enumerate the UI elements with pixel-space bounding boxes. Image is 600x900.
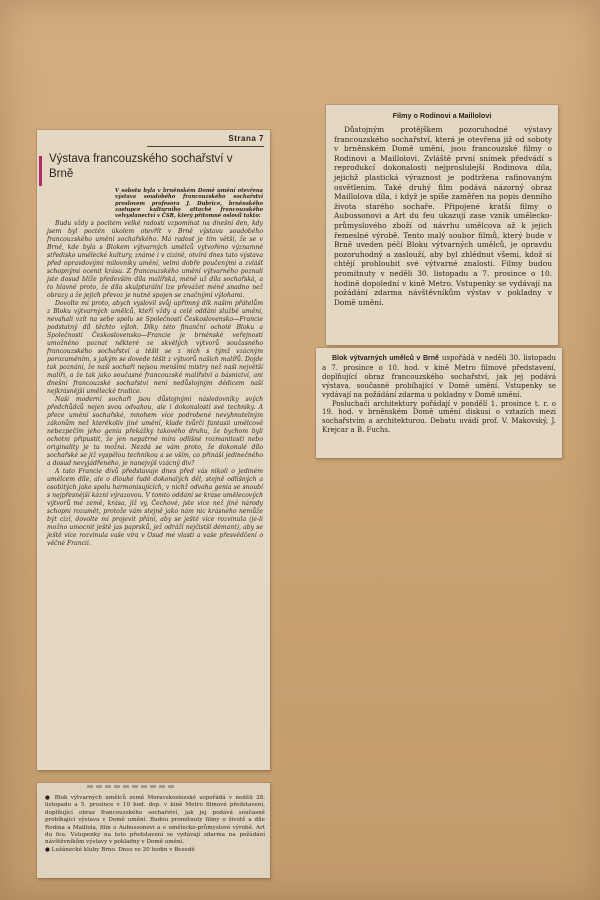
article-paragraph: Dovolte mi proto, abych vyslovil svůj upřímný dík našim přátelům z Bloku výtvarných umělců, kteří vždy a celé oddáni službě umění, nevahali vzít na sebe spolu se Společností Československo—Francie podstatný díl těchto výloh. Díky této finanční ochotě Bloku a Společnosti Československo—Francie je brněnské veřejnosti umožněno poznat některé ze skvělých výtvorů současného francouzského sochařství a těšit se z nich s týmž vzácným porozuměním, s jakým se dovede těšit z výtvorů našich malířů. Dojde tak poznání, že naši sochaři nejsou menšími mistry než naši největší malíři, a že tak jako současné francouzské malířství a básnictví, ani dnešní francouzské sochařství není nedůstojným dědicem naší nejkrásnější umělecké tradice.: [47, 300, 263, 395]
article-paragraph: Naši moderní sochaři jsou důstojnými následovníky svých předchůdců nejen svou odvahou, ale i dokonalostí své techniky. A přece umění sochařské, mnohem více podrobené nevyhnutelným zákonům než kterékoliv jiné umění, klade tvůrčí fantasii umělcově nebezpečím jeho genia překážky takového druhu, že bychom byli ochotni připustit, že jen nepatrné míra odlišné rozmanitosti nebo originality je tu možná. Nezdá se vám proto, že dokonalé dílo sochařské se již vyspělou technikou a se vším, co přináší jedinečného a dosud nevyjádřeného, je nanejvýš vzácný div?: [47, 396, 263, 467]
article-body: [47, 220, 263, 548]
clipping-exhibition-article: [37, 130, 270, 770]
notice-trailing-text: ● Lužánecké kluby Brno. Dnes ve 20 hodin v Besedě: [45, 846, 195, 853]
block-notice-paragraph: [322, 354, 556, 400]
films-title: Filmy o Rodinovi a Maillolovi: [392, 111, 492, 120]
header-rule: [147, 146, 264, 147]
notice-text: ● Blok výtvarných umělců země Moravskoslezské uspořádá v neděli 28. listopadu a 5. prosince v 10 hod. dop. v kině Metro filmové představení, doplňující obraz francouzského sochařství, jak jej podává současně probíhající výstava v Domě umění. Budou promítnuty filmy o životě a díle Rodina a Maillola, film o Aubussonovi a o umělecko-průmyslové výrobě. Art du feu. Vstupenky na toto představení se vydávají zdarma na požádání návštěvníkům výstavy v pokladny v Domě umění.: [45, 795, 265, 846]
films-body: [334, 125, 552, 307]
block-notice-body: [322, 354, 556, 435]
block-notice-paragraph: Posluchači architektury pořádají v pondělí 1. prosince t. r. o 19. hod. v brněnském Domě umění diskusi o vztazích mezi sochařstvím a architekturou. Debatu uvádí prof. V. Makovský, J. Krejcar a B. Fuchs.: [322, 399, 556, 435]
block-notice-lead: Blok výtvarných umělců v Brně: [332, 355, 439, 362]
clipping-film-notice: [37, 783, 270, 878]
films-paragraph: Důstojným protějškem pozoruhodné výstavy francouzského sochařství, která je otevřena již od soboty v brněnském Domě umění, jsou francouzské filmy o Rodinovi a Maillolovi. Zvláště první snímek předvádí s reprodukcí dokonalosti nejproslulejší Rodinova díla, jejichž plastická výraznost je podtržena rafinovaným osvětlením. Také druhý film podává názorný obraz Maillolova díla, i když je spíše zaměřen na popis denního života starého sochaře. Připojené kratší filmy o Aubussonovi a Art du feu ukazují zase vznik umělecko-průmyslového zboží od návrhu umělcova až k jejich řemeslné výrobě. Tento malý soubor filmů, který bude v Brně uveden péčí Bloku výtvarných umělců, je opravdu pozoruhodný a zaslouží, aby byl zhlédnut všemi, kdož si chtějí prohloubit své výtvarné znalosti. Filmy budou promítnuty v neděli 30. listopadu a 7. prosince o 10. hodině dopolední v kině Metro. Vstupenky se vydávají na požádání zdarma návštěvníkům výstav v pokladny v Domě umění.: [334, 125, 552, 307]
clipping-films-article: [326, 105, 558, 345]
clipping-block-notice: [316, 348, 562, 458]
block-notice-text: uspořádá v neděli 30. listopadu a 7. prosince o 10. hod. v kině Metro filmové představení, doplňující obraz francouzského sochařství, jak jej podává výstava, současně probíhající v Domě umění. Vstupenky se vydávají na požádání zdarma u pokladny v Domě umění.: [322, 354, 556, 399]
title-marker-bar: [39, 156, 42, 186]
article-title: Výstava francouzského sochařství v Brně: [49, 153, 233, 180]
article-paragraph: Budu vždy s pocitem velké radosti vzpomínat na dnešní den, kdy jsem byl poctěn úkolem otevřít v Brně výstavu soudobého francouzského umění sochařského. Má radost je tím větší, že se v Brně, kde byla s Blokem výtvarných umělců vytvořeno významné středisko umělecké kultury, známé i v cizině, otvírá dnes tato výstava před opravdovými milovníky umění, velmi dobře poučenými a zvlášť schopnými ocenit krásu. Z francouzského umění výtvarného poznali jste dosud blíže především díla malířská, méně už díla sochařská, a to hlavně proto, že díla skulpturální lze převážet méně snadno než obrazy a že jejich převoz je nutně spojen se značnými výlohami.: [47, 220, 263, 299]
article-subtitle: V sobotu byla v brněnském Domě umění otevřena výstava soudobého francouzského sochařství proslovem profesora J. Dubrice, brněnského zastupce kulturního attaché francouzského velvyslanectví v ČSR, který přítomné oslovil takto:: [115, 188, 263, 220]
article-paragraph: A tato Francie divů představuje dnes před vás nikoli o jediném umělcem díle, ale o dlouhé řadě dokonalých děl, stejně odlišných a osobitých jako spolu harmonisujících, v nichž odvaha genia se snoubí s nejpřesnější kázní výrazovou. V tomto oddání se kráse umělecových výtvorů mé země, krása, jíž vy, Čechové, jste více než jiné národy schopni rozumět, protože vám stejně jako nám nic krásného nemůže být cizí, dovolte mi projevit přání, aby se ještě více rozvinula (je-li možno umocnit ještě jas paprsků, jež odráží nejčistší démant), aby se ještě více rozvinula vaše víra v Osud mé vlasti a vaše přesvědčení o věčné Francii.: [47, 468, 263, 547]
notice-body: [45, 795, 265, 854]
page-header: Strana 7: [228, 134, 264, 143]
torn-rule: [87, 785, 177, 788]
